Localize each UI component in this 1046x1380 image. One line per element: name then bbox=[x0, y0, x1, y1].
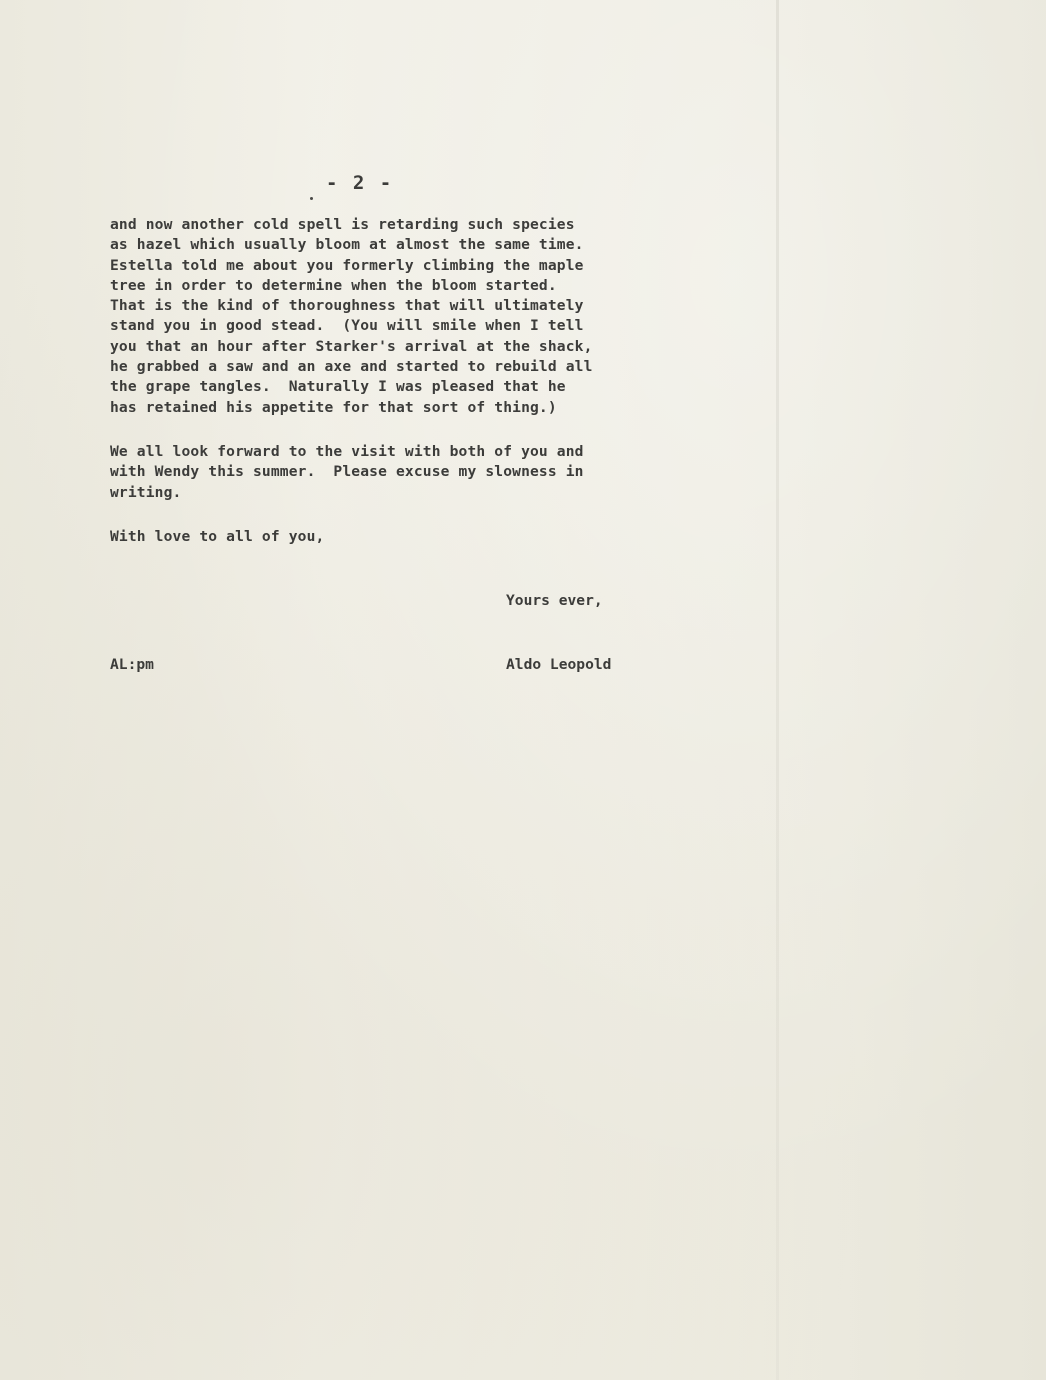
text-line: as hazel which usually bloom at almost the same time. bbox=[110, 236, 584, 254]
text-line: That is the kind of thoroughness that will ultimately bbox=[110, 297, 584, 315]
text-line: he grabbed a saw and an axe and started to rebuild all bbox=[110, 358, 593, 376]
salutation-line: With love to all of you, bbox=[110, 527, 325, 545]
text-line: writing. bbox=[110, 483, 182, 501]
signature-name: Aldo Leopold bbox=[506, 656, 612, 673]
text-line: Estella told me about you formerly climbing the maple bbox=[110, 256, 584, 274]
page-number: - 2 - bbox=[326, 172, 394, 194]
closing: Yours ever, bbox=[506, 592, 603, 609]
text-line: with Wendy this summer. Please excuse my slowness in bbox=[110, 463, 584, 481]
text-line: the grape tangles. Naturally I was pleased that he bbox=[110, 378, 566, 396]
text-line: tree in order to determine when the bloom started. bbox=[110, 276, 557, 294]
text-line: you that an hour after Starker's arrival at the shack, bbox=[110, 337, 593, 355]
typist-initials: AL:pm bbox=[110, 656, 154, 673]
paragraph-2 bbox=[110, 442, 750, 503]
paragraph-3 bbox=[110, 527, 750, 547]
paper-fold-line bbox=[776, 0, 779, 1380]
text-line: has retained his appetite for that sort of thing.) bbox=[110, 398, 557, 416]
text-line: We all look forward to the visit with both of you and bbox=[110, 442, 584, 460]
text-line: and now another cold spell is retarding such species bbox=[110, 216, 575, 233]
ink-speck bbox=[310, 197, 313, 200]
paragraph-1 bbox=[110, 215, 750, 418]
text-line: stand you in good stead. (You will smile when I tell bbox=[110, 317, 584, 335]
letter-body bbox=[110, 215, 750, 547]
